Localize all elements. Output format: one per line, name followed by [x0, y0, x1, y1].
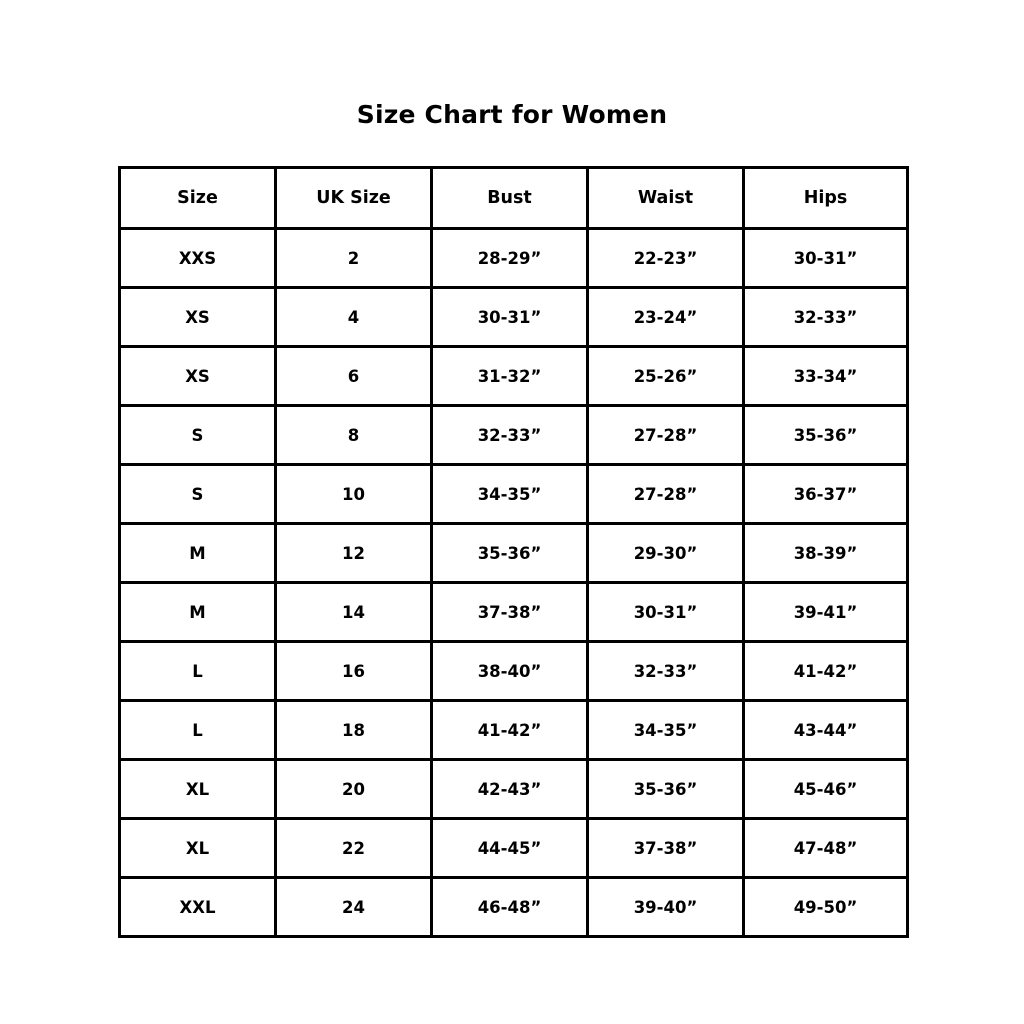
cell-size: S [120, 465, 276, 524]
table-row [120, 347, 908, 406]
cell-bust: 37-38” [432, 583, 588, 642]
cell-uk-size: 4 [276, 288, 432, 347]
cell-uk-size: 16 [276, 642, 432, 701]
cell-uk-size: 10 [276, 465, 432, 524]
column-header-bust: Bust [432, 168, 588, 229]
page-title: Size Chart for Women [356, 100, 668, 129]
cell-bust: 30-31” [432, 288, 588, 347]
cell-hips: 30-31” [744, 229, 908, 288]
cell-hips: 49-50” [744, 878, 908, 937]
cell-size: M [120, 583, 276, 642]
cell-waist: 27-28” [588, 465, 744, 524]
cell-uk-size: 6 [276, 347, 432, 406]
column-header-size: Size [120, 168, 276, 229]
table-row [120, 760, 908, 819]
cell-size: XXS [120, 229, 276, 288]
size-chart-table-container [118, 166, 906, 938]
cell-bust: 32-33” [432, 406, 588, 465]
cell-uk-size: 24 [276, 878, 432, 937]
cell-waist: 30-31” [588, 583, 744, 642]
cell-bust: 31-32” [432, 347, 588, 406]
table-row [120, 583, 908, 642]
cell-waist: 27-28” [588, 406, 744, 465]
cell-uk-size: 8 [276, 406, 432, 465]
table-row [120, 406, 908, 465]
cell-bust: 46-48” [432, 878, 588, 937]
cell-uk-size: 2 [276, 229, 432, 288]
cell-hips: 47-48” [744, 819, 908, 878]
table-row [120, 524, 908, 583]
cell-size: S [120, 406, 276, 465]
cell-hips: 41-42” [744, 642, 908, 701]
cell-waist: 35-36” [588, 760, 744, 819]
cell-hips: 36-37” [744, 465, 908, 524]
table-header-row [120, 168, 908, 229]
column-header-waist: Waist [588, 168, 744, 229]
cell-size: L [120, 642, 276, 701]
cell-bust: 34-35” [432, 465, 588, 524]
cell-waist: 39-40” [588, 878, 744, 937]
size-chart-table [118, 166, 909, 938]
cell-size: XXL [120, 878, 276, 937]
cell-hips: 35-36” [744, 406, 908, 465]
cell-hips: 39-41” [744, 583, 908, 642]
cell-uk-size: 12 [276, 524, 432, 583]
cell-bust: 28-29” [432, 229, 588, 288]
cell-hips: 43-44” [744, 701, 908, 760]
cell-waist: 32-33” [588, 642, 744, 701]
table-row [120, 701, 908, 760]
column-header-uk-size: UK Size [276, 168, 432, 229]
cell-uk-size: 20 [276, 760, 432, 819]
cell-hips: 33-34” [744, 347, 908, 406]
table-row [120, 229, 908, 288]
cell-waist: 37-38” [588, 819, 744, 878]
cell-size: XL [120, 819, 276, 878]
table-row [120, 642, 908, 701]
cell-uk-size: 14 [276, 583, 432, 642]
cell-bust: 42-43” [432, 760, 588, 819]
cell-size: XS [120, 288, 276, 347]
cell-bust: 44-45” [432, 819, 588, 878]
cell-waist: 29-30” [588, 524, 744, 583]
cell-hips: 38-39” [744, 524, 908, 583]
cell-waist: 23-24” [588, 288, 744, 347]
cell-uk-size: 22 [276, 819, 432, 878]
cell-bust: 38-40” [432, 642, 588, 701]
cell-bust: 35-36” [432, 524, 588, 583]
cell-waist: 25-26” [588, 347, 744, 406]
cell-uk-size: 18 [276, 701, 432, 760]
table-row [120, 878, 908, 937]
cell-size: M [120, 524, 276, 583]
cell-hips: 45-46” [744, 760, 908, 819]
column-header-hips: Hips [744, 168, 908, 229]
cell-size: L [120, 701, 276, 760]
cell-hips: 32-33” [744, 288, 908, 347]
cell-size: XS [120, 347, 276, 406]
cell-size: XL [120, 760, 276, 819]
table-row [120, 465, 908, 524]
cell-waist: 22-23” [588, 229, 744, 288]
table-row [120, 819, 908, 878]
cell-waist: 34-35” [588, 701, 744, 760]
table-row [120, 288, 908, 347]
cell-bust: 41-42” [432, 701, 588, 760]
